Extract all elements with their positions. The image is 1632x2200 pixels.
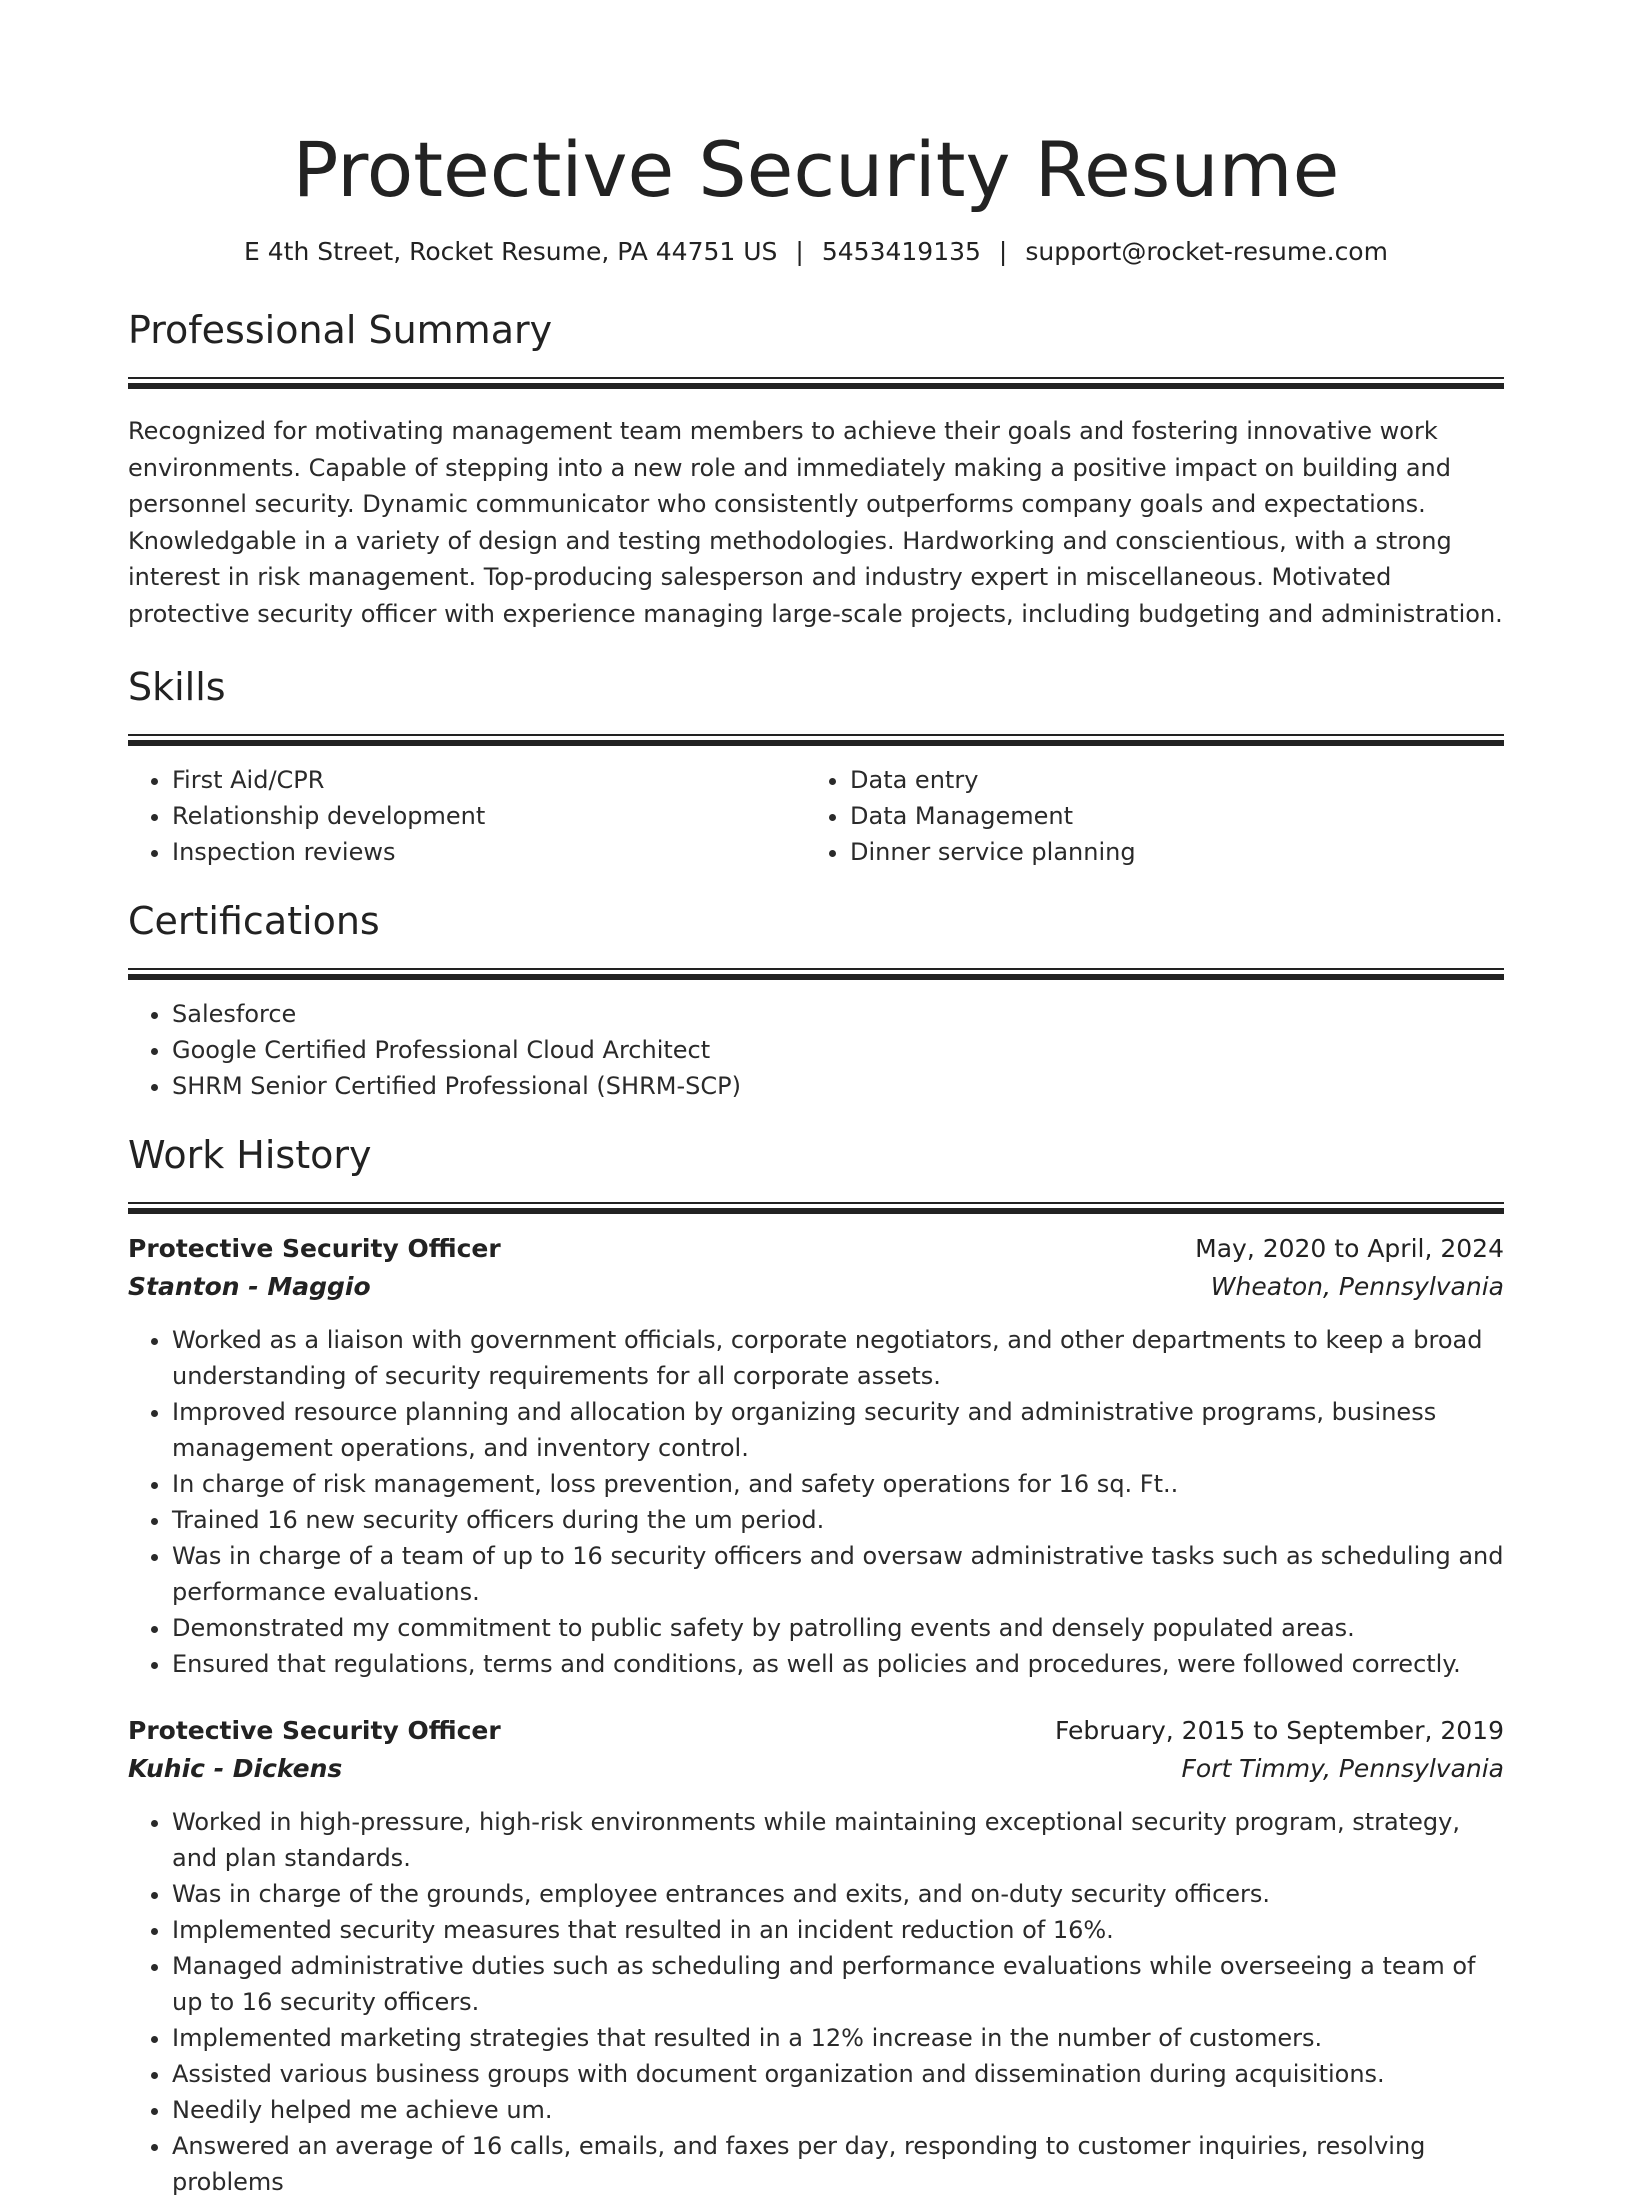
job-bullet: • Trained 16 new security officers during the um period.: [172, 1502, 1504, 1538]
job-header-row: [128, 1712, 1504, 1750]
job-title: Protective Security Officer: [128, 1234, 501, 1263]
contact-line: [128, 234, 1504, 270]
summary-section: [128, 305, 1504, 632]
section-rule: [128, 734, 1504, 744]
job-bullet: • Worked as a liaison with government officials, corporate negotiators, and other departments to keep a broad understanding of security requirements for all corporate assets.: [172, 1322, 1504, 1394]
certification-item: • SHRM Senior Certified Professional (SHRM-SCP): [172, 1068, 1504, 1104]
skill-item: • Dinner service planning: [850, 834, 1484, 870]
section-rule: [128, 968, 1504, 978]
skill-item: • Data Management: [850, 798, 1484, 834]
job-bullet: • Demonstrated my commitment to public safety by patrolling events and densely populated areas.: [172, 1610, 1504, 1646]
skill-item: • Relationship development: [172, 798, 806, 834]
resume-title: Protective Security Resume: [292, 125, 1340, 214]
contact-email: support@rocket-resume.com: [1025, 237, 1388, 266]
skill-item: • Inspection reviews: [172, 834, 806, 870]
job-bullet: • Implemented security measures that resulted in an incident reduction of 16%.: [172, 1912, 1504, 1948]
skill-item: • First Aid/CPR: [172, 762, 806, 798]
job-bullet: • Assisted various business groups with document organization and dissemination during acquisitions.: [172, 2056, 1504, 2092]
work-history-section: [128, 1130, 1504, 2200]
skills-grid: [128, 762, 1504, 870]
job-bullet: • In charge of risk management, loss prevention, and safety operations for 16 sq. Ft..: [172, 1466, 1504, 1502]
skills-section: [128, 662, 1504, 870]
job-dates: May, 2020 to April, 2024: [1195, 1234, 1504, 1263]
job-entry: [128, 1230, 1504, 1682]
job-company: Kuhic - Dickens: [128, 1754, 343, 1783]
section-heading-certifications: Certifications: [128, 899, 380, 943]
resume-page: [128, 0, 1504, 2200]
certifications-section: [128, 896, 1504, 1104]
certification-item: • Google Certified Professional Cloud Architect: [172, 1032, 1504, 1068]
job-bullet: • Ensured that regulations, terms and conditions, as well as policies and procedures, were followed correctly.: [172, 1646, 1504, 1682]
skill-item: • Data entry: [850, 762, 1484, 798]
job-bullet: • Needily helped me achieve um.: [172, 2092, 1504, 2128]
job-bullet: • Managed administrative duties such as scheduling and performance evaluations while overseeing a team of up to 16 security officers.: [172, 1948, 1504, 2020]
section-heading-summary: Professional Summary: [128, 308, 553, 352]
job-bullets: [128, 1804, 1504, 2200]
job-bullets: [128, 1322, 1504, 1682]
job-bullet: • Was in charge of the grounds, employee entrances and exits, and on-duty security officers.: [172, 1876, 1504, 1912]
summary-text: Recognized for motivating management team members to achieve their goals and fostering innovative work environments. Capable of stepping into a new role and immediately making a positive impact on building and personnel security. Dynamic communicator who consistently outperforms company goals and expectations. Knowledgable in a variety of design and testing methodologies. Hardworking and conscientious, with a strong interest in risk management. Top-producing salesperson and industry expert in miscellaneous. Motivated protective security officer with experience managing large-scale projects, including budgeting and administration.: [128, 417, 1503, 628]
job-entry: [128, 1712, 1504, 2200]
contact-separator: |: [998, 237, 1008, 266]
job-location: Wheaton, Pennsylvania: [1210, 1272, 1504, 1301]
job-header-row: [128, 1230, 1504, 1268]
section-heading-skills: Skills: [128, 665, 226, 709]
section-heading-work-history: Work History: [128, 1133, 372, 1177]
job-bullet: • Improved resource planning and allocation by organizing security and administrative programs, business management operations, and inventory control.: [172, 1394, 1504, 1466]
job-dates: February, 2015 to September, 2019: [1055, 1716, 1504, 1745]
section-rule: [128, 1202, 1504, 1212]
job-bullet: • Implemented marketing strategies that resulted in a 12% increase in the number of customers.: [172, 2020, 1504, 2056]
job-location: Fort Timmy, Pennsylvania: [1181, 1754, 1504, 1783]
certification-item: • Salesforce: [172, 996, 1504, 1032]
job-title: Protective Security Officer: [128, 1716, 501, 1745]
job-company-row: [128, 1750, 1504, 1788]
job-bullet: • Was in charge of a team of up to 16 security officers and oversaw administrative tasks such as scheduling and performance evaluations.: [172, 1538, 1504, 1610]
contact-phone: 5453419135: [821, 237, 981, 266]
section-rule: [128, 377, 1504, 387]
job-bullet: • Answered an average of 16 calls, emails, and faxes per day, responding to customer inquiries, resolving problems: [172, 2128, 1504, 2200]
contact-separator: |: [795, 237, 804, 266]
job-bullet: • Worked in high-pressure, high-risk environments while maintaining exceptional security program, strategy, and plan standards.: [172, 1804, 1504, 1876]
certifications-list: [128, 996, 1504, 1104]
job-company-row: [128, 1268, 1504, 1306]
job-company: Stanton - Maggio: [128, 1272, 371, 1301]
skills-list-right: [806, 762, 1484, 870]
contact-address: E 4th Street, Rocket Resume, PA 44751 US: [244, 237, 778, 266]
skills-list-left: [128, 762, 806, 870]
